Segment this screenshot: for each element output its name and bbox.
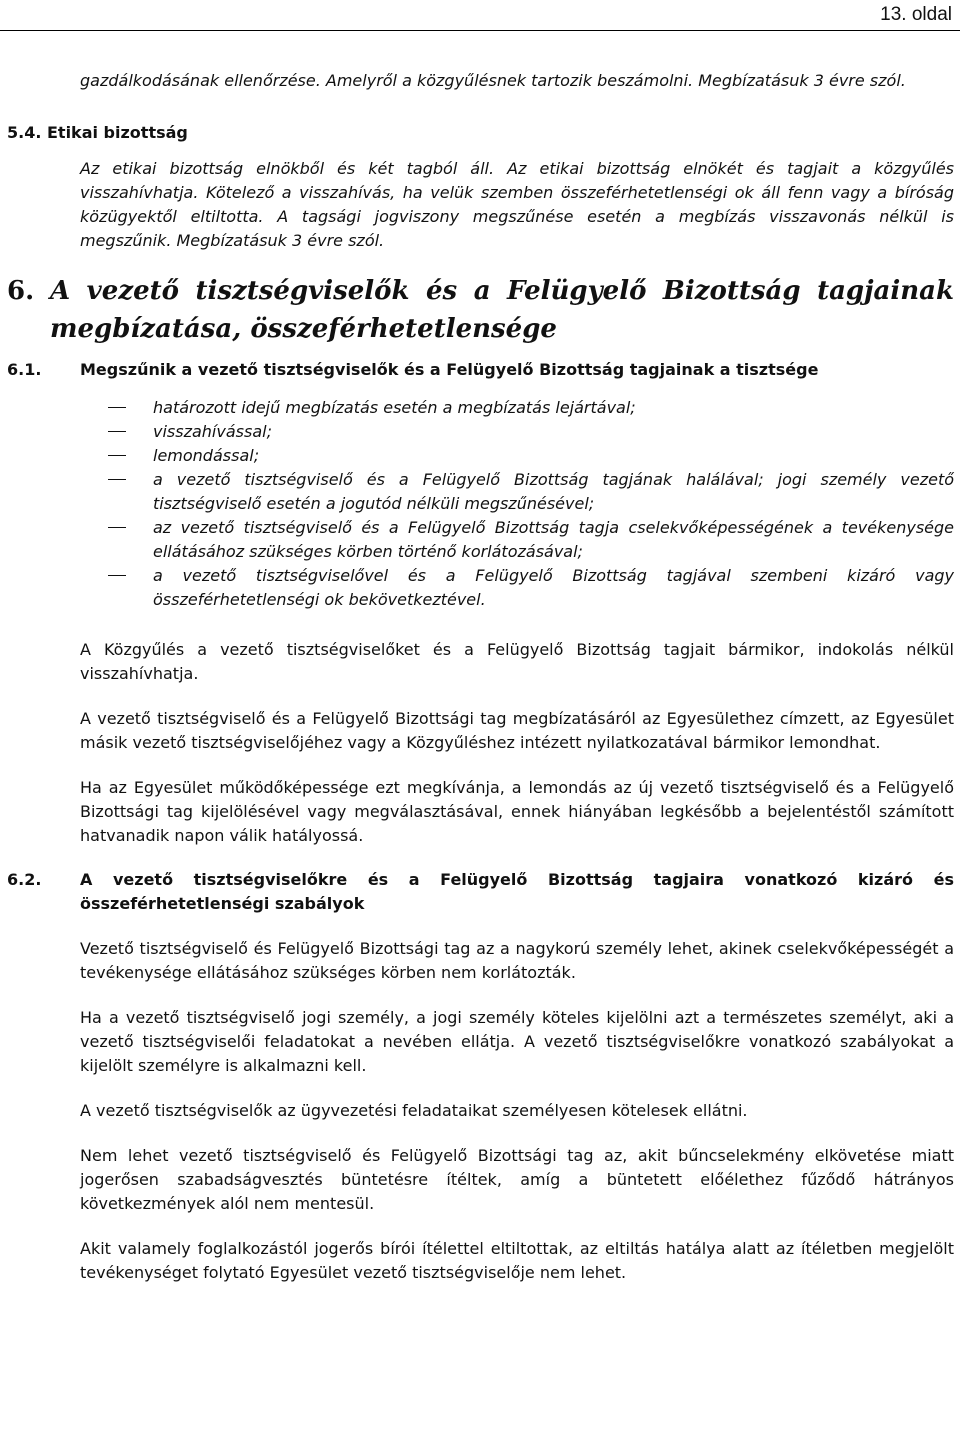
intro-paragraph: gazdálkodásának ellenőrzése. Amelyről a közgyűlésnek tartozik beszámolni. Megbízatásuk 3 évre szól.	[80, 71, 906, 90]
section-6-2-title: A vezető tisztségviselőkre és a Felügyelő Bizottság tagjaira vonatkozó kizáró és összeférhetetlenségi szabályok	[80, 870, 954, 913]
paragraph: A vezető tisztségviselők az ügyvezetési feladataikat személyesen kötelesek ellátni.	[80, 1101, 748, 1120]
paragraph: Vezető tisztségviselő és Felügyelő Bizottsági tag az a nagykorú személy lehet, akinek cselekvőképességét a tevékenysége ellátásához szükséges körben nem korlátozták.	[80, 939, 954, 982]
paragraph: A vezető tisztségviselő és a Felügyelő Bizottsági tag megbízatásáról az Egyesülethez címzett, az Egyesület másik vezető tisztségviselőjéhez vagy a Közgyűléshez intézett nyilatkozatával bármikor lemondhat.	[80, 709, 954, 752]
list-item: az vezető tisztségviselő és a Felügyelő Bizottság tagja cselekvőképességének a tevékenysége ellátásához szükséges körben történő korlátozásával;	[80, 516, 954, 564]
paragraph: Akit valamely foglalkozástól jogerős bírói ítélettel eltiltottak, az eltiltás hatálya alatt az ítéletben megjelölt tevékenységet folytató Egyesület vezető tisztségviselője nem lehet.	[80, 1239, 954, 1282]
dash-bullet	[108, 407, 126, 408]
termination-list	[80, 396, 954, 612]
list-item: a vezető tisztségviselővel és a Felügyelő Bizottság tagjával szembeni kizáró vagy összeférhetetlenségi ok bekövetkeztével.	[80, 564, 954, 612]
section-5-4-paragraph: Az etikai bizottság elnökből és két tagból áll. Az etikai bizottság elnökét és tagjait a közgyűlés visszahívhatja. Kötelező a visszahívás, ha velük szemben összeférhetetlenségi ok áll fenn vagy a bíróság közügyektől eltiltotta. A tagsági jogviszony megszűnése esetén a megbízás visszavonás nélkül is megszűnik. Megbízatásuk 3 évre szól.	[80, 159, 954, 250]
section-6-heading	[7, 272, 954, 348]
paragraph: A Közgyűlés a vezető tisztségviselőket és a Felügyelő Bizottság tagjait bármikor, indokolás nélkül visszahívhatja.	[80, 640, 954, 683]
section-6-1-heading	[7, 358, 954, 382]
list-item: határozott idejű megbízatás esetén a megbízatás lejártával;	[80, 396, 954, 420]
section-6-1-title: Megszűnik a vezető tisztségviselők és a Felügyelő Bizottság tagjainak a tisztsége	[80, 360, 819, 379]
section-6-1-number: 6.1.	[7, 360, 42, 379]
document-body	[7, 69, 954, 1285]
section-6-number: 6.	[7, 276, 35, 306]
paragraph: Ha az Egyesület működőképessége ezt megkívánja, a lemondás az új vezető tisztségviselő és a Felügyelő Bizottsági tag kijelölésével vagy megválasztásával, ennek hiányában legkésőbb a bejelentéstől számított hatvanadik napon válik hatályossá.	[80, 778, 954, 845]
header-rule	[0, 30, 960, 31]
section-6-title: A vezető tisztségviselők és a Felügyelő Bizottság tagjainak megbízatása, összeférhetetlensége	[50, 276, 954, 344]
section-6-2-heading	[7, 868, 954, 916]
paragraph: Nem lehet vezető tisztségviselő és Felügyelő Bizottsági tag az, akit bűncselekmény elkövetése miatt jogerősen szabadságvesztés büntetésre ítéltek, amíg a büntetett előélethez fűződő hátrányos következmények alól nem mentesül.	[80, 1146, 954, 1213]
list-item: visszahívással;	[80, 420, 954, 444]
section-6-2-number: 6.2.	[7, 870, 42, 889]
dash-bullet	[108, 575, 126, 576]
list-item: lemondással;	[80, 444, 954, 468]
section-5-4-heading: 5.4. Etikai bizottság	[7, 123, 188, 142]
dash-bullet	[108, 455, 126, 456]
list-item: a vezető tisztségviselő és a Felügyelő Bizottság tagjának halálával; jogi személy vezető tisztségviselő esetén a jogutód nélküli megszűnésével;	[80, 468, 954, 516]
page-number: 13. oldal	[880, 4, 952, 25]
dash-bullet	[108, 431, 126, 432]
paragraph: Ha a vezető tisztségviselő jogi személy, a jogi személy köteles kijelölni azt a természetes személyt, aki a vezető tisztségviselői feladatokat a nevében ellátja. A vezető tisztségviselőkre vonatkozó szabályokat a kijelölt személyre is alkalmazni kell.	[80, 1008, 954, 1075]
dash-bullet	[108, 527, 126, 528]
dash-bullet	[108, 479, 126, 480]
